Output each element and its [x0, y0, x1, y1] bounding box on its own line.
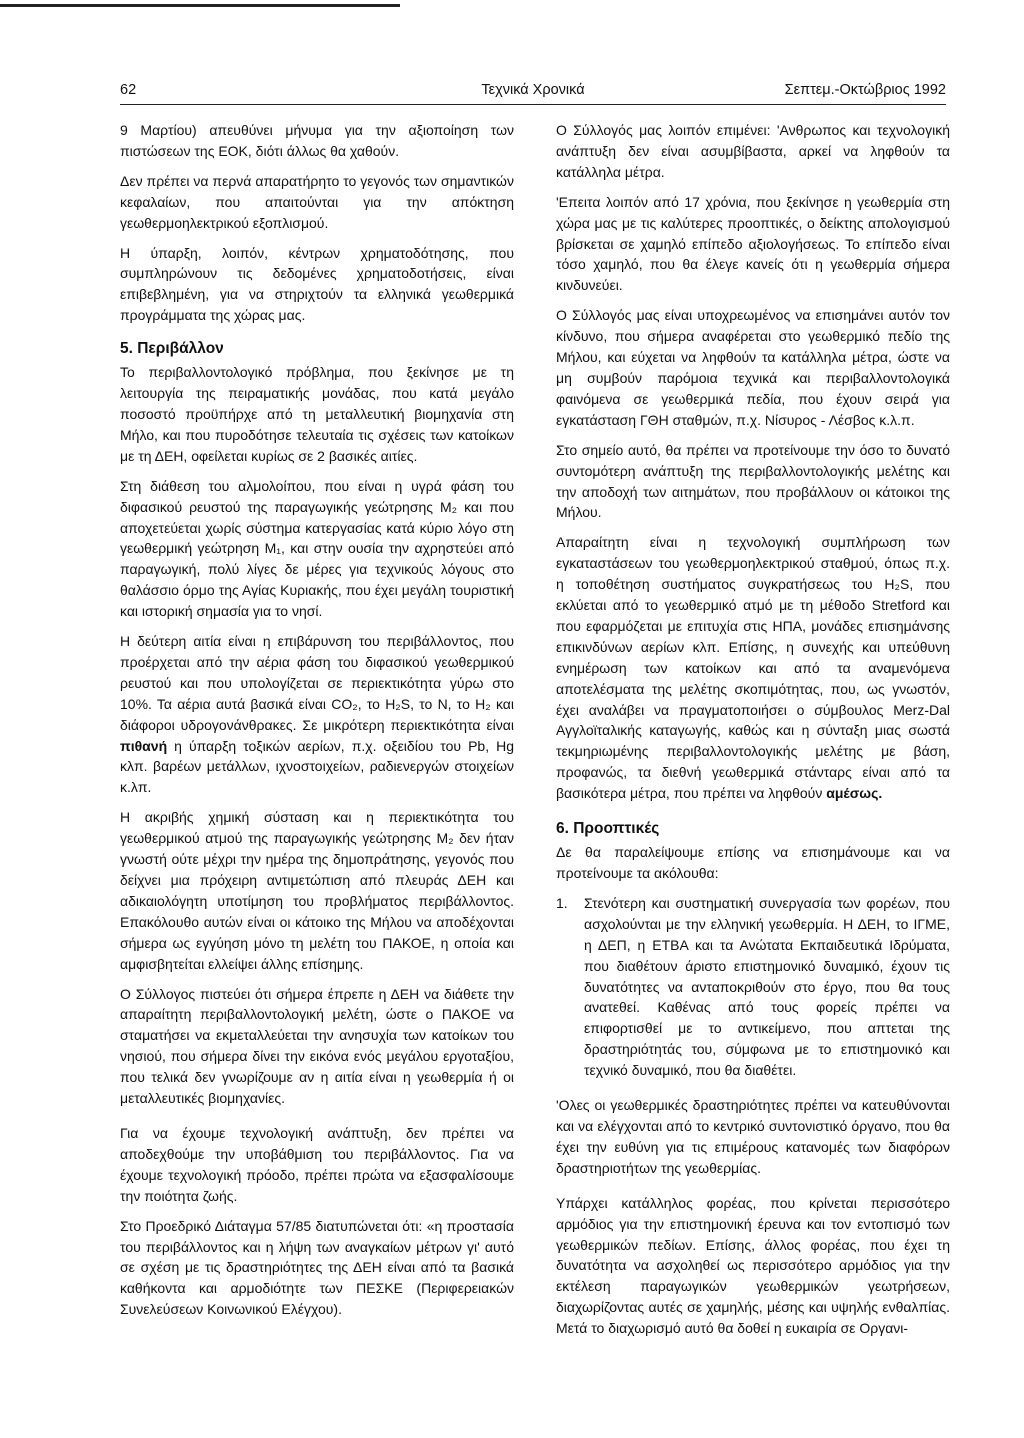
paragraph: Ο Σύλλογος πιστεύει ότι σήμερα έπρεπε η ΔΕΗ να διάθετε την απαραίτητη περιβαλλοντολογική μελέτη, ώστε ο ΠΑΚΟΕ να σταματήσει να εκμεταλλεύεται την ανησυχία των κατοίκων του νησιού, που σήμερα δίνει την εικόνα ενός μεγάλου εργοταξίου, που τελικά δεν γνωρίζουμε αν η αιτία είναι η γεωθερμία ή οι μεταλλευτικές βιομηχανίες.	[120, 985, 514, 1107]
paragraph: Η ύπαρξη, λοιπόν, κέντρων χρηματοδότησης, που συμπληρώνουν τις δεδομένες χρηματοδοτήσεις, είναι επιβεβλημένη, για να στηριχτούν τα ελληνικά γεωθερμικά προγράμματα της χώρας μας.	[120, 244, 514, 324]
right-column	[556, 120, 950, 1348]
paragraph: Στο σημείο αυτό, θα πρέπει να προτείνουμε την όσο το δυνατό συντομότερη ανάπτυξη της περιβαλλοντολογικής μελέτης και την αποδοχή των αιτημάτων, που προβάλλουν οι κάτοικοι της Μήλου.	[556, 441, 950, 521]
section-5-heading: 5. Περιβάλλον	[120, 340, 224, 358]
emphasis-text: πιθανή	[120, 737, 168, 754]
page-header	[120, 82, 946, 105]
paragraph: 9 Μαρτίου) απευθύνει μήνυμα για την αξιοποίηση των πιστώσεων της ΕΟΚ, διότι άλλως θα χαθούν.	[120, 122, 514, 159]
paragraph: Υπάρχει κατάλληλος φορέας, που κρίνεται περισσότερο αρμόδιος για την επιστημονική έρευνα και τον εντοπισμό των γεωθερμικών πεδίων. Επίσης, άλλος φορέας, που έχει τη δυνατότητα να ασχοληθεί ως περισσότερο αρμόδιος για την εκτέλεση παραγωγικών γεωθερμικών γεωτρήσεων, διαχωρίζοντας αυτές σε χαμηλής, μέσης και υψηλής ενθαλπίας. Μετά το διαχωρισμό αυτό θα δοθεί η ευκαιρία σε Οργανι-	[556, 1194, 950, 1337]
paragraph	[120, 631, 514, 798]
paragraph: Το περιβαλλοντολογικό πρόβλημα, που ξεκίνησε με τη λειτουργία της πειραματικής μονάδας, που κατά μεγάλο ποσοστό προϋπήρχε από τη μεταλλευτική βιομηχανία στη Μήλο, και που πυροδότησε τελευταία τις σχέσεις των κατοίκων με τη ΔΕΗ, οφείλεται κυρίως σε 2 βασικές αιτίες.	[120, 364, 514, 464]
paragraph: Για να έχουμε τεχνολογική ανάπτυξη, δεν πρέπει να αποδεχθούμε την υποβάθμιση του περιβάλλοντος. Για να έχουμε τεχνολογική πρόοδο, πρέπει πρώτα να εξασφαλίσουμε την ποιότητα ζωής.	[120, 1124, 514, 1204]
page-number: 62	[120, 82, 137, 98]
issue-date: Σεπτεμ.-Οκτώβριος 1992	[784, 82, 946, 98]
paragraph: 'Ολες οι γεωθερμικές δραστηριότητες πρέπει να κατευθύνονται και να ελέγχονται από το κεντρικό συντονιστικό όργανο, που θα έχει την ευθύνη για τις επιμέρους κατανομές των διαφόρων δραστηριοτήτων της γεωθερμίας.	[556, 1097, 950, 1176]
left-column	[120, 120, 514, 1329]
paragraph: Ο Σύλλογός μας λοιπόν επιμένει: 'Ανθρωπος και τεχνολογική ανάπτυξη δεν είναι ασυμβίβαστα, αρκεί να ληφθούν τα κατάλληλα μέτρα.	[556, 122, 950, 180]
top-decorative-rule	[0, 4, 400, 7]
paragraph: Ο Σύλλογός μας είναι υποχρεωμένος να επισημάνει αυτόν τον κίνδυνο, που σήμερα αναφέρεται στο γεωθερμικό πεδίο της Μήλου, και εύχεται να ληφθούν τα κατάλληλα μέτρα, ώστε να μη συμβούν παρόμοια τεχνικά και περιβαλλοντολογικά φαινόμενα σε γεωθερμικά πεδία, που έχουν σειρά για εγκατάσταση ΓΘΗ σταθμών, π.χ. Νίσυρος - Λέσβος κ.λ.π.	[556, 307, 950, 428]
section-6-heading: 6. Προοπτικές	[556, 820, 660, 838]
text-run: Απαραίτητη είναι η τεχνολογική συμπλήρωση των εγκαταστάσεων του γεωθερμοηλεκτρικού σταθμού, όπως π.χ. η τοποθέτηση συστήματος συγκρατήσεως του H₂S, που εκλύεται από το γεωθερμικό ατμό με τη μέθοδο Stretford και που εφαρμόζεται με επιτυχία στις ΗΠΑ, μονάδες επισημάνσης επικινδύνων αερίων κλπ. Επίσης, η συνεχής και υπεύθυνη ενημέρωση των κατοίκων και από τα αναμενόμενα αποτελέσματα της μελέτης σκοπιμότητας, που, ως γνωστόν, έχει αναλάβει να πραγματοποιήσει ο σύμβουλος Merz-Dal Αγγλοϊταλικής καταγωγής, καθώς και η σύνταξη μιας σωστά τεκμηριωμένης περιβαλλοντολογικής μελέτης με βάση, προφανώς, τα διεθνή γεωθερμικά στάνταρς είναι από τα βασικότερα μέτρα, που πρέπει να ληφθούν	[556, 534, 950, 802]
list-item-text: Στενότερη και συστηματική συνεργασία των φορέων, που ασχολούνται με την ελληνική γεωθερμία. Η ΔΕΗ, το ΙΓΜΕ, η ΔΕΠ, η ΕΤΒΑ και τα Ανώτατα Εκπαιδευτικά Ιδρύματα, που διαθέτουν άριστο επιστημονικό δυναμικό, έχουν τις δυνατότητες να ανταποκριθούν στο έργο, που θα τους ανατεθεί. Καθένας από τους φορείς πρέπει να επιφορτισθεί με το αντικείμενο, που απτεται της δραστηριότητάς του, σύμφωνα με το επιστημονικό και τεχνικό δυναμικό, που θα διαθέτει.	[584, 894, 950, 1079]
text-run: η ύπαρξη τοξικών αερίων, π.χ. οξειδίου του Pb, Hg κλπ. βαρέων μετάλλων, ιχνοστοιχείων, ραδιενεργών στοιχείων κ.λπ.	[120, 737, 514, 796]
paragraph: Στη διάθεση του αλμολοίπου, που είναι η υγρά φάση του διφασικού ρευστού της παραγωγικής γεώτρησης M₂ και που αποχετεύεται χωρίς σύστημα κατεργασίας κατά κύριο λόγο στη γεωθερμική γεώτρηση M₁, και στην ουσία την αχρηστεύει από παραγωγική, πολύ λίγες δε μέρες για τεχνικούς λόγους στο θαλάσσιο όρμο της Αγίας Κυριακής, που έχει μεγάλη τουριστική και ιστορική σημασία για το νησί.	[120, 477, 514, 620]
paragraph: Η ακριβής χημική σύσταση και η περιεκτικότητα του γεωθερμικού ατμού της παραγωγικής γεώτρησης M₂ δεν ήταν γνωστή ούτε μέχρι την ημέρα της δημοπράτησης, γεγονός που δείχνει μια πρόχειρη αντιμετώπιση από πλευράς ΔΕΗ και αδικαιολόγητη υποτίμηση του προβλήματος περιβάλλοντος. Επακόλουθο αυτών είναι οι κάτοικο της Μήλου να αποδέχονται σήμερα ως εγγύηση μόνο τη μελέτη του ΠΑΚΟΕ, η οποία και αμφισβητείται ελλείψει άλλης επίσημης.	[120, 809, 514, 972]
paragraph: Στο Προεδρικό Διάταγμα 57/85 διατυπώνεται ότι: «η προστασία του περιβάλλοντος και η λήψη των αναγκαίων μέτρων γι' αυτό σε σχέση με τις δραστηριότητες της ΔΕΗ είναι από τα βασικά καθήκοντα και αρμοδιότητε των ΠΕΣΚΕ (Περιφερειακών Συνελεύσεων Κοινωνικού Ελέγχου).	[120, 1217, 514, 1318]
proposal-list	[556, 893, 950, 1081]
journal-title: Τεχνικά Χρονικά	[481, 82, 585, 98]
paragraph: Δεν πρέπει να περνά απαρατήρητο το γεγονός των σημαντικών κεφαλαίων, που απαιτούνται για την απόκτηση γεωθερμοηλεκτρικού εξοπλισμού.	[120, 172, 514, 231]
paragraph	[556, 532, 950, 804]
text-run: Η δεύτερη αιτία είναι η επιβάρυνση του περιβάλλοντος, που προέρχεται από την αέρια φάση του διφασικού γεωθερμικού ρευστού και που υπολογίζεται σε περιεκτικότητα γύρω στο 10%. Τα αέρια αυτά βασικά είναι CO₂, το H₂S, το N, το H₂ και διάφοροι υδρογονάνθρακες. Σε μικρότερη περιεκτικότητα είναι	[120, 633, 514, 733]
paragraph: Δε θα παραλείψουμε επίσης να επισημάνουμε και να προτείνουμε τα ακόλουθα:	[556, 844, 950, 881]
list-item-number: 1.	[556, 894, 568, 911]
list-item	[556, 893, 950, 1081]
emphasis-text: αμέσως.	[826, 785, 883, 802]
paragraph: 'Επειτα λοιπόν από 17 χρόνια, που ξεκίνησε η γεωθερμία στη χώρα μας με τις καλύτερες προοπτικές, ο δείκτης απολογισμού βρίσκεται σε χαμηλό επίπεδο αξιολογήσεως. Το επίπεδο είναι τόσο χαμηλό, που θα έλεγε κανείς ότι η γεωθερμία σήμερα κινδυνεύει.	[556, 193, 950, 294]
